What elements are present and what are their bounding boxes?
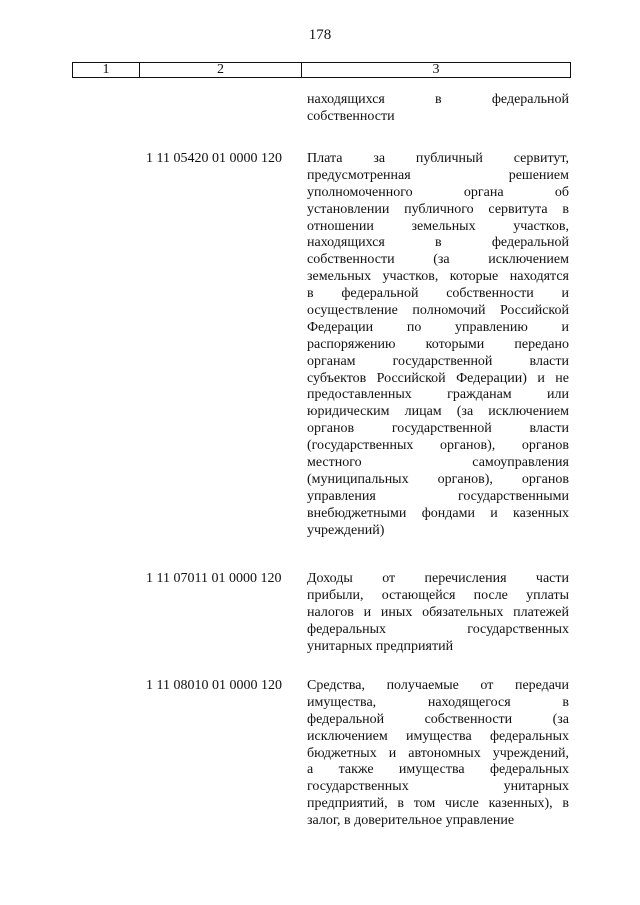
description-line: прибыли, остающейся после уплаты [307, 587, 569, 603]
description-line: федеральных государственных [307, 621, 569, 637]
description-line: а также имущества федеральных [307, 762, 569, 778]
description-line: исключением имущества федеральных [307, 728, 569, 744]
description-line: уполномоченного органа об [307, 184, 569, 200]
row-description [307, 571, 569, 655]
table-header [72, 62, 571, 78]
row-description [307, 678, 569, 830]
table-header-col-3: 3 [432, 62, 440, 77]
description-line: распоряжению которыми передано [307, 336, 569, 352]
description-line: собственности [307, 108, 395, 124]
row-description [307, 92, 569, 126]
description-line: федеральной собственности (за [307, 711, 569, 727]
description-line: земельных участков, которые находятся [307, 269, 569, 285]
kbk-code: 1 11 08010 01 0000 120 [146, 678, 282, 693]
description-line: (муниципальных органов), органов [307, 471, 569, 487]
description-line: внебюджетными фондами и казенных [307, 505, 569, 521]
table-header-col-2: 2 [140, 63, 302, 77]
description-line: имущества, находящегося в [307, 694, 569, 710]
table-header-col-1: 1 [73, 63, 140, 77]
description-line: в федеральной собственности и [307, 286, 569, 302]
description-line: Плата за публичный сервитут, [307, 151, 569, 166]
page-number: 178 [308, 27, 332, 43]
description-line: юридическим лицам (за исключением [307, 404, 569, 420]
description-line: (государственных органов), органов [307, 438, 569, 454]
description-line: предусмотренная решением [307, 167, 569, 183]
description-line: учреждений) [307, 522, 385, 538]
description-line: отношении земельных участков, [307, 218, 569, 234]
row-description [307, 151, 569, 539]
description-line: осуществление полномочий Российской [307, 303, 569, 319]
description-line: предприятий, в том числе казенных), в [307, 796, 569, 812]
description-line: местного самоуправления [307, 455, 569, 471]
description-line: Федерации по управлению и [307, 319, 569, 335]
description-line: субъектов Российской Федерации) и не [307, 370, 569, 386]
description-line: налогов и иных обязательных платежей [307, 604, 569, 620]
description-line: находящихся в федеральной [307, 235, 569, 251]
description-line: собственности (за исключением [307, 252, 569, 268]
description-line: Средства, получаемые от передачи [307, 678, 569, 693]
kbk-code: 1 11 05420 01 0000 120 [146, 151, 282, 166]
description-line: бюджетных и автономных учреждений, [307, 745, 569, 761]
description-line: находящихся в федеральной [307, 92, 569, 107]
description-line: унитарных предприятий [307, 638, 454, 654]
kbk-code: 1 11 07011 01 0000 120 [146, 571, 282, 586]
description-line: органов государственной власти [307, 421, 569, 437]
description-line: Доходы от перечисления части [307, 571, 569, 586]
description-line: государственных унитарных [307, 779, 569, 795]
description-line: предоставленных гражданам или [307, 387, 569, 403]
description-line: органам государственной власти [307, 353, 569, 369]
description-line: установлении публичного сервитута в [307, 201, 569, 217]
description-line: залог, в доверительное управление [307, 813, 515, 829]
description-line: управления государственными [307, 488, 569, 504]
